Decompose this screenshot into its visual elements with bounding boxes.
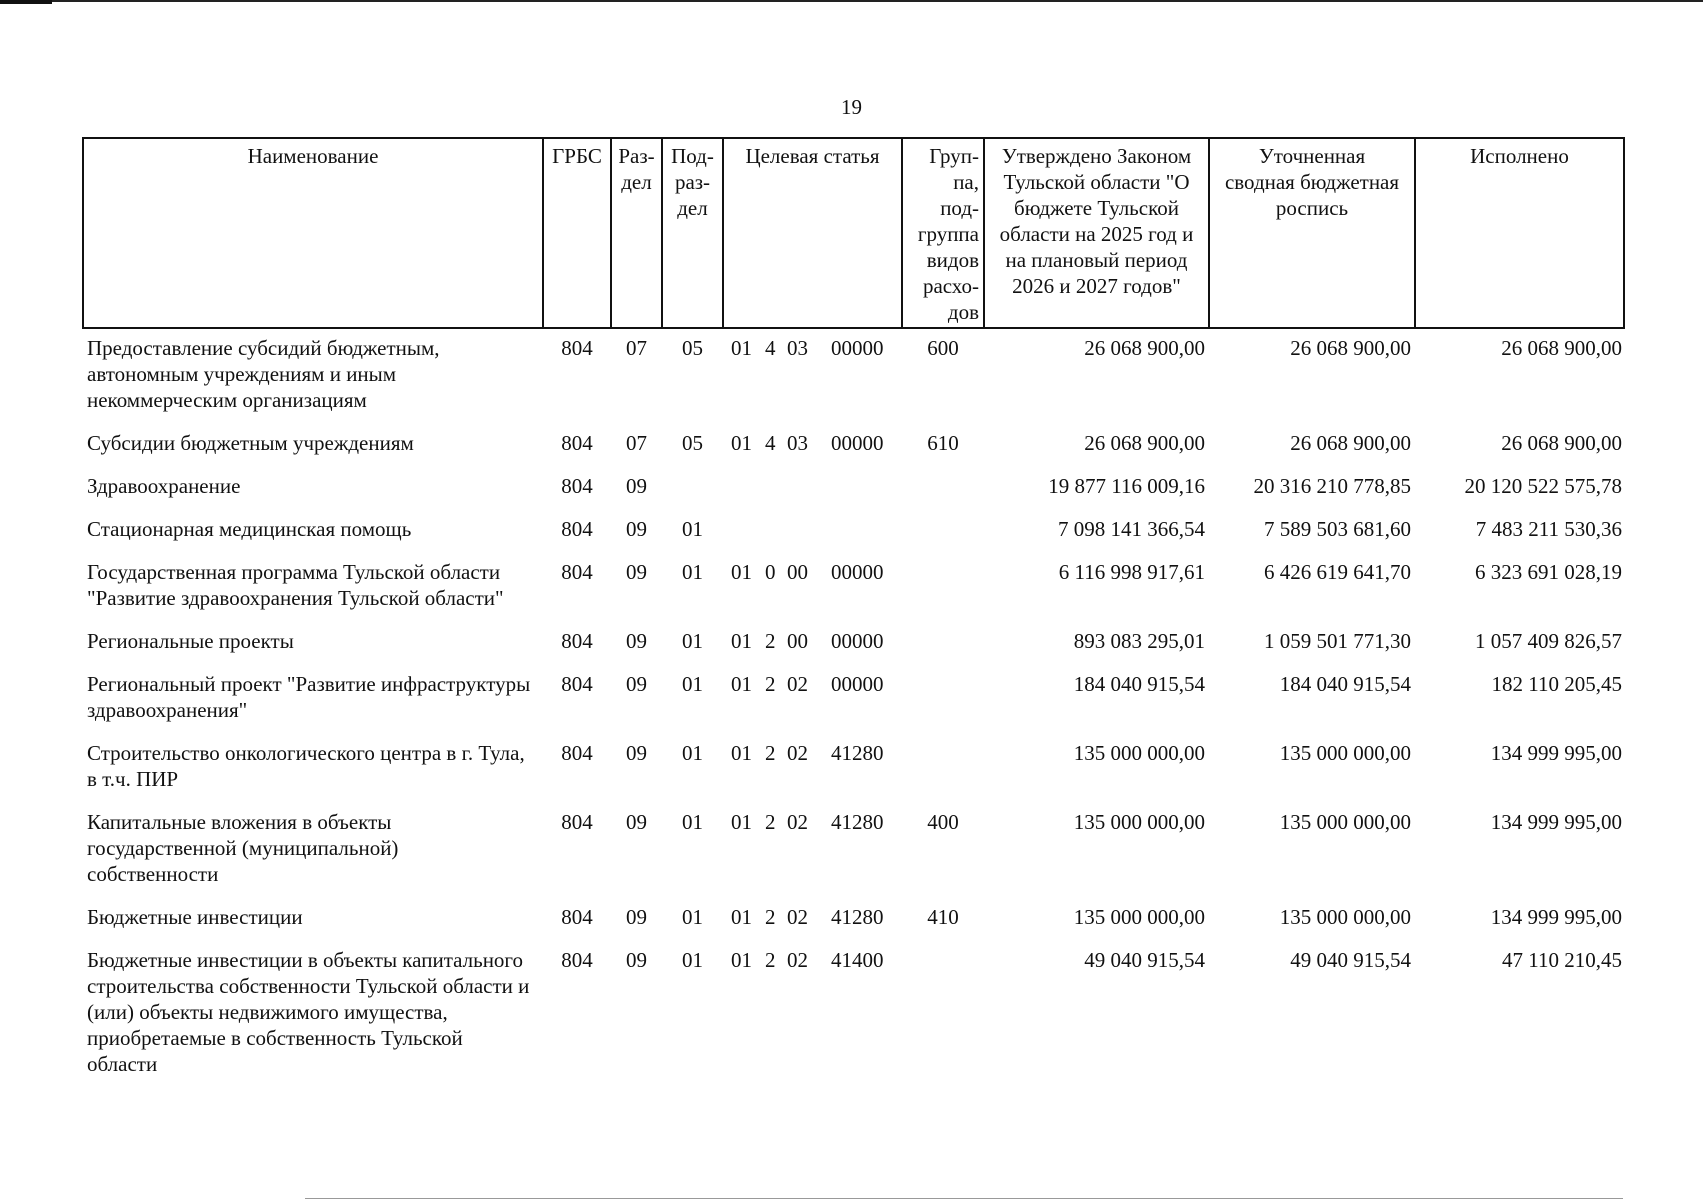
header-line: области на 2025 год и [999, 222, 1194, 246]
header-line: 2026 и 2027 годов" [1012, 274, 1181, 298]
row-expense-type [902, 666, 984, 735]
header-line: Утверждено Законом [1001, 144, 1192, 168]
table-row [83, 468, 1624, 511]
row-refined: 6 426 619 641,70 [1264, 560, 1411, 584]
row-razdel: 09 [626, 517, 647, 541]
row-refined: 135 000 000,00 [1279, 905, 1411, 929]
row-razdel: 09 [626, 629, 647, 653]
row-expense-type [902, 554, 984, 623]
row-podrazdel: 01 [682, 810, 703, 834]
target-article-part: 2 [765, 948, 776, 972]
row-expense-type [902, 623, 984, 666]
header-approved-by-law [984, 138, 1209, 328]
header-line: видов [926, 248, 979, 272]
target-article-part: 01 [731, 810, 752, 834]
row-name: Субсидии бюджетным учреждениям [87, 431, 414, 455]
row-grbs: 804 [561, 517, 593, 541]
table-row [83, 554, 1624, 623]
table-row [83, 425, 1624, 468]
row-expense-type [902, 735, 984, 804]
row-target-article [723, 666, 902, 735]
target-article-part: 2 [765, 741, 776, 765]
target-article-part: 01 [731, 948, 752, 972]
row-refined: 135 000 000,00 [1279, 810, 1411, 834]
header-line: Тульской области "О [1003, 170, 1190, 194]
row-podrazdel [662, 468, 723, 511]
target-article-part: 02 [787, 905, 808, 929]
row-name: Региональный проект "Развитие инфраструктуры здравоохранения" [87, 672, 531, 722]
row-target-article [723, 554, 902, 623]
header-line: сводная бюджетная [1224, 170, 1400, 194]
row-razdel: 09 [626, 948, 647, 972]
target-article-part: 2 [765, 672, 776, 696]
row-grbs: 804 [561, 336, 593, 360]
row-expense-type [902, 511, 984, 554]
row-executed: 134 999 995,00 [1490, 741, 1622, 765]
row-approved: 19 877 116 009,16 [1048, 474, 1205, 498]
header-refined-budget [1209, 138, 1415, 328]
row-refined: 135 000 000,00 [1279, 741, 1411, 765]
header-line: Под- [671, 144, 714, 168]
row-expense-type: 600 [927, 336, 959, 360]
row-name: Государственная программа Тульской области "Развитие здравоохранения Тульской области" [87, 560, 504, 610]
row-expense-type [902, 942, 984, 1089]
table-row [83, 666, 1624, 735]
header-line: Уточненная [1258, 144, 1366, 168]
target-article-part: 2 [765, 810, 776, 834]
row-podrazdel: 01 [682, 741, 703, 765]
target-article-part: 00000 [831, 336, 884, 360]
header-line: Раз- [618, 144, 655, 168]
row-name: Капитальные вложения в объекты государственной (муниципальной) собственности [87, 810, 399, 886]
header-line: дел [677, 196, 708, 220]
row-razdel: 09 [626, 474, 647, 498]
target-article-part: 41280 [831, 741, 884, 765]
row-approved: 26 068 900,00 [1084, 336, 1205, 360]
row-grbs: 804 [561, 560, 593, 584]
row-refined: 1 059 501 771,30 [1264, 629, 1411, 653]
row-target-article [723, 623, 902, 666]
header-line: роспись [1275, 196, 1349, 220]
row-refined: 49 040 915,54 [1290, 948, 1411, 972]
row-refined: 26 068 900,00 [1290, 336, 1411, 360]
row-expense-type: 400 [927, 810, 959, 834]
header-line: Груп- [929, 144, 979, 168]
page-number: 19 [841, 95, 862, 119]
row-target-article [723, 468, 902, 511]
budget-table [82, 137, 1625, 1089]
table-row [83, 328, 1624, 425]
target-article-part: 2 [765, 905, 776, 929]
header-line: дел [621, 170, 652, 194]
table-row [83, 942, 1624, 1089]
header-executed: Исполнено [1415, 138, 1624, 328]
table-row [83, 735, 1624, 804]
target-article-part: 00 [787, 560, 808, 584]
row-executed: 134 999 995,00 [1490, 905, 1622, 929]
row-executed: 6 323 691 028,19 [1475, 560, 1622, 584]
row-name: Региональные проекты [87, 629, 294, 653]
row-name: Бюджетные инвестиции в объекты капитального строительства собственности Тульской области и (или) объекты недвижимого имущества, приобретаемые в собственность Тульской области [87, 948, 530, 1076]
row-name: Предоставление субсидий бюджетным, автономным учреждениям и иным некоммерческим организациям [87, 336, 440, 412]
row-razdel: 09 [626, 560, 647, 584]
target-article-part: 02 [787, 810, 808, 834]
row-target-article [723, 511, 902, 554]
row-executed: 26 068 900,00 [1501, 431, 1622, 455]
row-podrazdel: 01 [682, 517, 703, 541]
row-podrazdel: 01 [682, 560, 703, 584]
row-grbs: 804 [561, 672, 593, 696]
top-border-mark [0, 0, 52, 4]
row-approved: 49 040 915,54 [1084, 948, 1205, 972]
target-article-part: 01 [731, 741, 752, 765]
row-executed: 26 068 900,00 [1501, 336, 1622, 360]
target-article-part: 03 [787, 336, 808, 360]
header-podrazdel [662, 138, 723, 328]
table-row [83, 804, 1624, 899]
header-line: раз- [674, 170, 711, 194]
table-body [83, 328, 1624, 1089]
row-target-article [723, 942, 902, 1089]
target-article-part: 41280 [831, 905, 884, 929]
target-article-part: 00000 [831, 431, 884, 455]
row-grbs: 804 [561, 948, 593, 972]
row-expense-type: 610 [927, 431, 959, 455]
row-refined: 20 316 210 778,85 [1253, 474, 1411, 498]
target-article-part: 01 [731, 629, 752, 653]
row-grbs: 804 [561, 810, 593, 834]
header-line: группа [917, 222, 979, 246]
row-approved: 893 083 295,01 [1073, 629, 1205, 653]
target-article-part: 02 [787, 948, 808, 972]
header-target-article: Целевая статья [723, 138, 902, 328]
row-target-article [723, 804, 902, 899]
target-article-part: 01 [731, 905, 752, 929]
row-approved: 135 000 000,00 [1073, 741, 1205, 765]
row-refined: 7 589 503 681,60 [1264, 517, 1411, 541]
row-name: Стационарная медицинская помощь [87, 517, 412, 541]
row-executed: 20 120 522 575,78 [1464, 474, 1622, 498]
header-line: под- [940, 196, 979, 220]
target-article-part: 02 [787, 672, 808, 696]
target-article-part: 41400 [831, 948, 884, 972]
header-line: бюджете Тульской [1014, 196, 1179, 220]
row-approved: 26 068 900,00 [1084, 431, 1205, 455]
row-target-article [723, 425, 902, 468]
row-name: Бюджетные инвестиции [87, 905, 303, 929]
row-razdel: 07 [626, 336, 647, 360]
target-article-part: 4 [765, 336, 776, 360]
row-razdel: 09 [626, 741, 647, 765]
row-approved: 135 000 000,00 [1073, 810, 1205, 834]
target-article-part: 00000 [831, 672, 884, 696]
target-article-part: 01 [731, 431, 752, 455]
header-name: Наименование [83, 138, 543, 328]
row-executed: 134 999 995,00 [1490, 810, 1622, 834]
row-name: Здравоохранение [87, 474, 241, 498]
target-article-part: 01 [731, 560, 752, 584]
row-name: Строительство онкологического центра в г. Тула, в т.ч. ПИР [87, 741, 525, 791]
row-razdel: 07 [626, 431, 647, 455]
row-approved: 135 000 000,00 [1073, 905, 1205, 929]
row-grbs: 804 [561, 905, 593, 929]
row-approved: 184 040 915,54 [1073, 672, 1205, 696]
table-header-row [83, 138, 1624, 328]
row-approved: 7 098 141 366,54 [1058, 517, 1205, 541]
row-executed: 47 110 210,45 [1502, 948, 1622, 972]
row-target-article [723, 328, 902, 425]
row-podrazdel: 01 [682, 629, 703, 653]
table-row [83, 899, 1624, 942]
header-line: дов [947, 300, 979, 324]
target-article-part: 41280 [831, 810, 884, 834]
row-grbs: 804 [561, 741, 593, 765]
row-expense-type [902, 468, 984, 511]
target-article-part: 00000 [831, 629, 884, 653]
row-podrazdel: 05 [682, 336, 703, 360]
row-razdel: 09 [626, 905, 647, 929]
table-row [83, 511, 1624, 554]
target-article-part: 01 [731, 336, 752, 360]
row-podrazdel: 01 [682, 948, 703, 972]
header-razdel [611, 138, 662, 328]
target-article-part: 02 [787, 741, 808, 765]
row-grbs: 804 [561, 629, 593, 653]
table-row [83, 623, 1624, 666]
header-line: па, [953, 170, 979, 194]
row-razdel: 09 [626, 810, 647, 834]
row-target-article [723, 899, 902, 942]
row-razdel: 09 [626, 672, 647, 696]
row-refined: 184 040 915,54 [1279, 672, 1411, 696]
row-podrazdel: 05 [682, 431, 703, 455]
header-line: расхо- [922, 274, 979, 298]
row-approved: 6 116 998 917,61 [1058, 560, 1205, 584]
row-expense-type: 410 [927, 905, 959, 929]
row-podrazdel: 01 [682, 905, 703, 929]
row-podrazdel: 01 [682, 672, 703, 696]
header-grbs: ГРБС [543, 138, 611, 328]
header-line: на плановый период [1005, 248, 1188, 272]
row-grbs: 804 [561, 431, 593, 455]
row-executed: 1 057 409 826,57 [1475, 629, 1622, 653]
header-expense-type [902, 138, 984, 328]
row-target-article [723, 735, 902, 804]
target-article-part: 00000 [831, 560, 884, 584]
target-article-part: 03 [787, 431, 808, 455]
row-executed: 7 483 211 530,36 [1475, 517, 1622, 541]
top-border-line [0, 0, 1703, 2]
target-article-part: 01 [731, 672, 752, 696]
target-article-part: 0 [765, 560, 776, 584]
row-grbs: 804 [561, 474, 593, 498]
target-article-part: 2 [765, 629, 776, 653]
row-refined: 26 068 900,00 [1290, 431, 1411, 455]
target-article-part: 00 [787, 629, 808, 653]
target-article-part: 4 [765, 431, 776, 455]
row-executed: 182 110 205,45 [1491, 672, 1622, 696]
bottom-border-line [305, 1198, 1623, 1199]
